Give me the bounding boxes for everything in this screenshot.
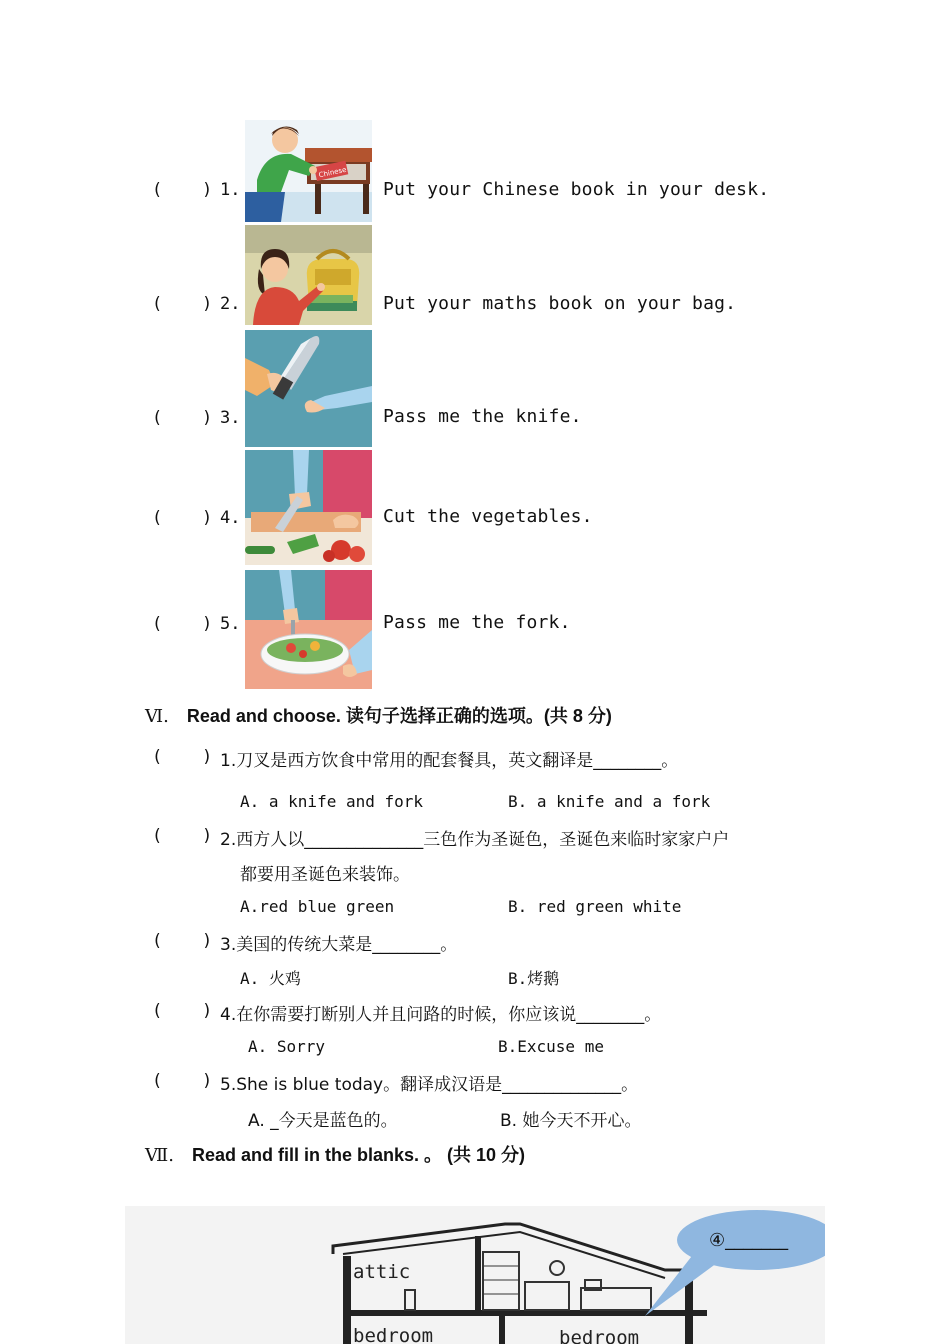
answer-paren-close: ) (202, 408, 213, 428)
answer-paren-open[interactable]: ( (152, 747, 163, 767)
answer-paren-close: ) (202, 508, 213, 528)
item-number: 1. (220, 180, 241, 200)
vegetables-illustration (245, 450, 372, 565)
question-stem: 3.美国的传统大菜是________。 (220, 935, 458, 955)
section-7-roman: Ⅶ. (145, 1145, 174, 1166)
option-a[interactable]: A.red blue green (240, 897, 395, 916)
answer-paren-open[interactable]: ( (152, 931, 163, 951)
question-stem: 2.西方人以______________三色作为圣诞色，圣诞色来临时家家户户 (220, 830, 730, 850)
item-number: 4. (220, 508, 241, 528)
option-b[interactable]: B. a knife and a fork (508, 792, 711, 811)
sentence: Pass me the fork. (383, 612, 571, 633)
item-number: 2. (220, 294, 241, 314)
picture-vegetables (245, 450, 372, 565)
section-6-title: Read and choose. 读句子选择正确的选项。(共 8 分) (186, 706, 612, 726)
sentence: Put your Chinese book in your desk. (383, 179, 770, 200)
option-a[interactable]: A. _今天是蓝色的。 (248, 1111, 398, 1131)
knife-illustration (245, 330, 372, 447)
answer-paren-open[interactable]: ( (152, 180, 163, 200)
house-illustration (125, 1206, 825, 1344)
room-label-attic: attic (353, 1261, 411, 1283)
option-b[interactable]: B.烤鹅 (508, 969, 560, 988)
picture-bag (245, 225, 372, 325)
answer-paren-close: ) (202, 826, 213, 846)
question-stem: 1.刀叉是西方饮食中常用的配套餐具，英文翻译是________。 (220, 751, 679, 771)
answer-paren-close: ) (202, 747, 213, 767)
desk-illustration (245, 120, 372, 222)
answer-paren-close: ) (202, 180, 213, 200)
option-b[interactable]: B. red green white (508, 897, 682, 916)
picture-knife (245, 330, 372, 447)
option-b[interactable]: B.Excuse me (498, 1037, 604, 1056)
answer-paren-close: ) (202, 614, 213, 634)
question-stem: 5.She is blue today。翻译成汉语是______________。 (220, 1075, 639, 1095)
answer-paren-open[interactable]: ( (152, 1071, 163, 1091)
fork-illustration (245, 570, 372, 689)
option-a[interactable]: A. Sorry (248, 1037, 326, 1056)
section-7-heading (145, 1141, 525, 1167)
section-6-heading (145, 702, 612, 728)
question-stem-continued: 都要用圣诞色来装饰。 (240, 865, 410, 885)
section-6-roman: Ⅵ. (145, 706, 169, 727)
answer-paren-close: ) (202, 931, 213, 951)
question-stem: 4.在你需要打断别人并且问路的时候，你应该说________。 (220, 1005, 662, 1025)
bubble-blank[interactable]: ④_______ (709, 1230, 789, 1251)
answer-paren-open[interactable]: ( (152, 614, 163, 634)
picture-desk (245, 120, 372, 222)
section-7-title: Read and fill in the blanks. 。 (共 10 分) (191, 1145, 526, 1165)
answer-paren-open[interactable]: ( (152, 1001, 163, 1021)
answer-paren-open[interactable]: ( (152, 294, 163, 314)
option-a[interactable]: A. a knife and fork (240, 792, 424, 811)
option-a[interactable]: A. 火鸡 (240, 969, 301, 988)
answer-paren-open[interactable]: ( (152, 826, 163, 846)
sentence: Put your maths book on your bag. (383, 293, 737, 314)
house-drawing (125, 1206, 825, 1344)
answer-paren-close: ) (202, 1071, 213, 1091)
book-label: Chinese (318, 165, 348, 180)
item-number: 3. (220, 408, 241, 428)
room-label-bedroom: bedroom (559, 1327, 640, 1344)
answer-paren-close: ) (202, 294, 213, 314)
answer-paren-open[interactable]: ( (152, 508, 163, 528)
answer-paren-open[interactable]: ( (152, 408, 163, 428)
sentence: Cut the vegetables. (383, 506, 593, 527)
bag-illustration (245, 225, 372, 325)
picture-fork (245, 570, 372, 689)
option-b[interactable]: B. 她今天不开心。 (500, 1111, 642, 1131)
answer-paren-close: ) (202, 1001, 213, 1021)
sentence: Pass me the knife. (383, 406, 582, 427)
room-label-bedroom: bedroom (353, 1325, 434, 1344)
item-number: 5. (220, 614, 241, 634)
